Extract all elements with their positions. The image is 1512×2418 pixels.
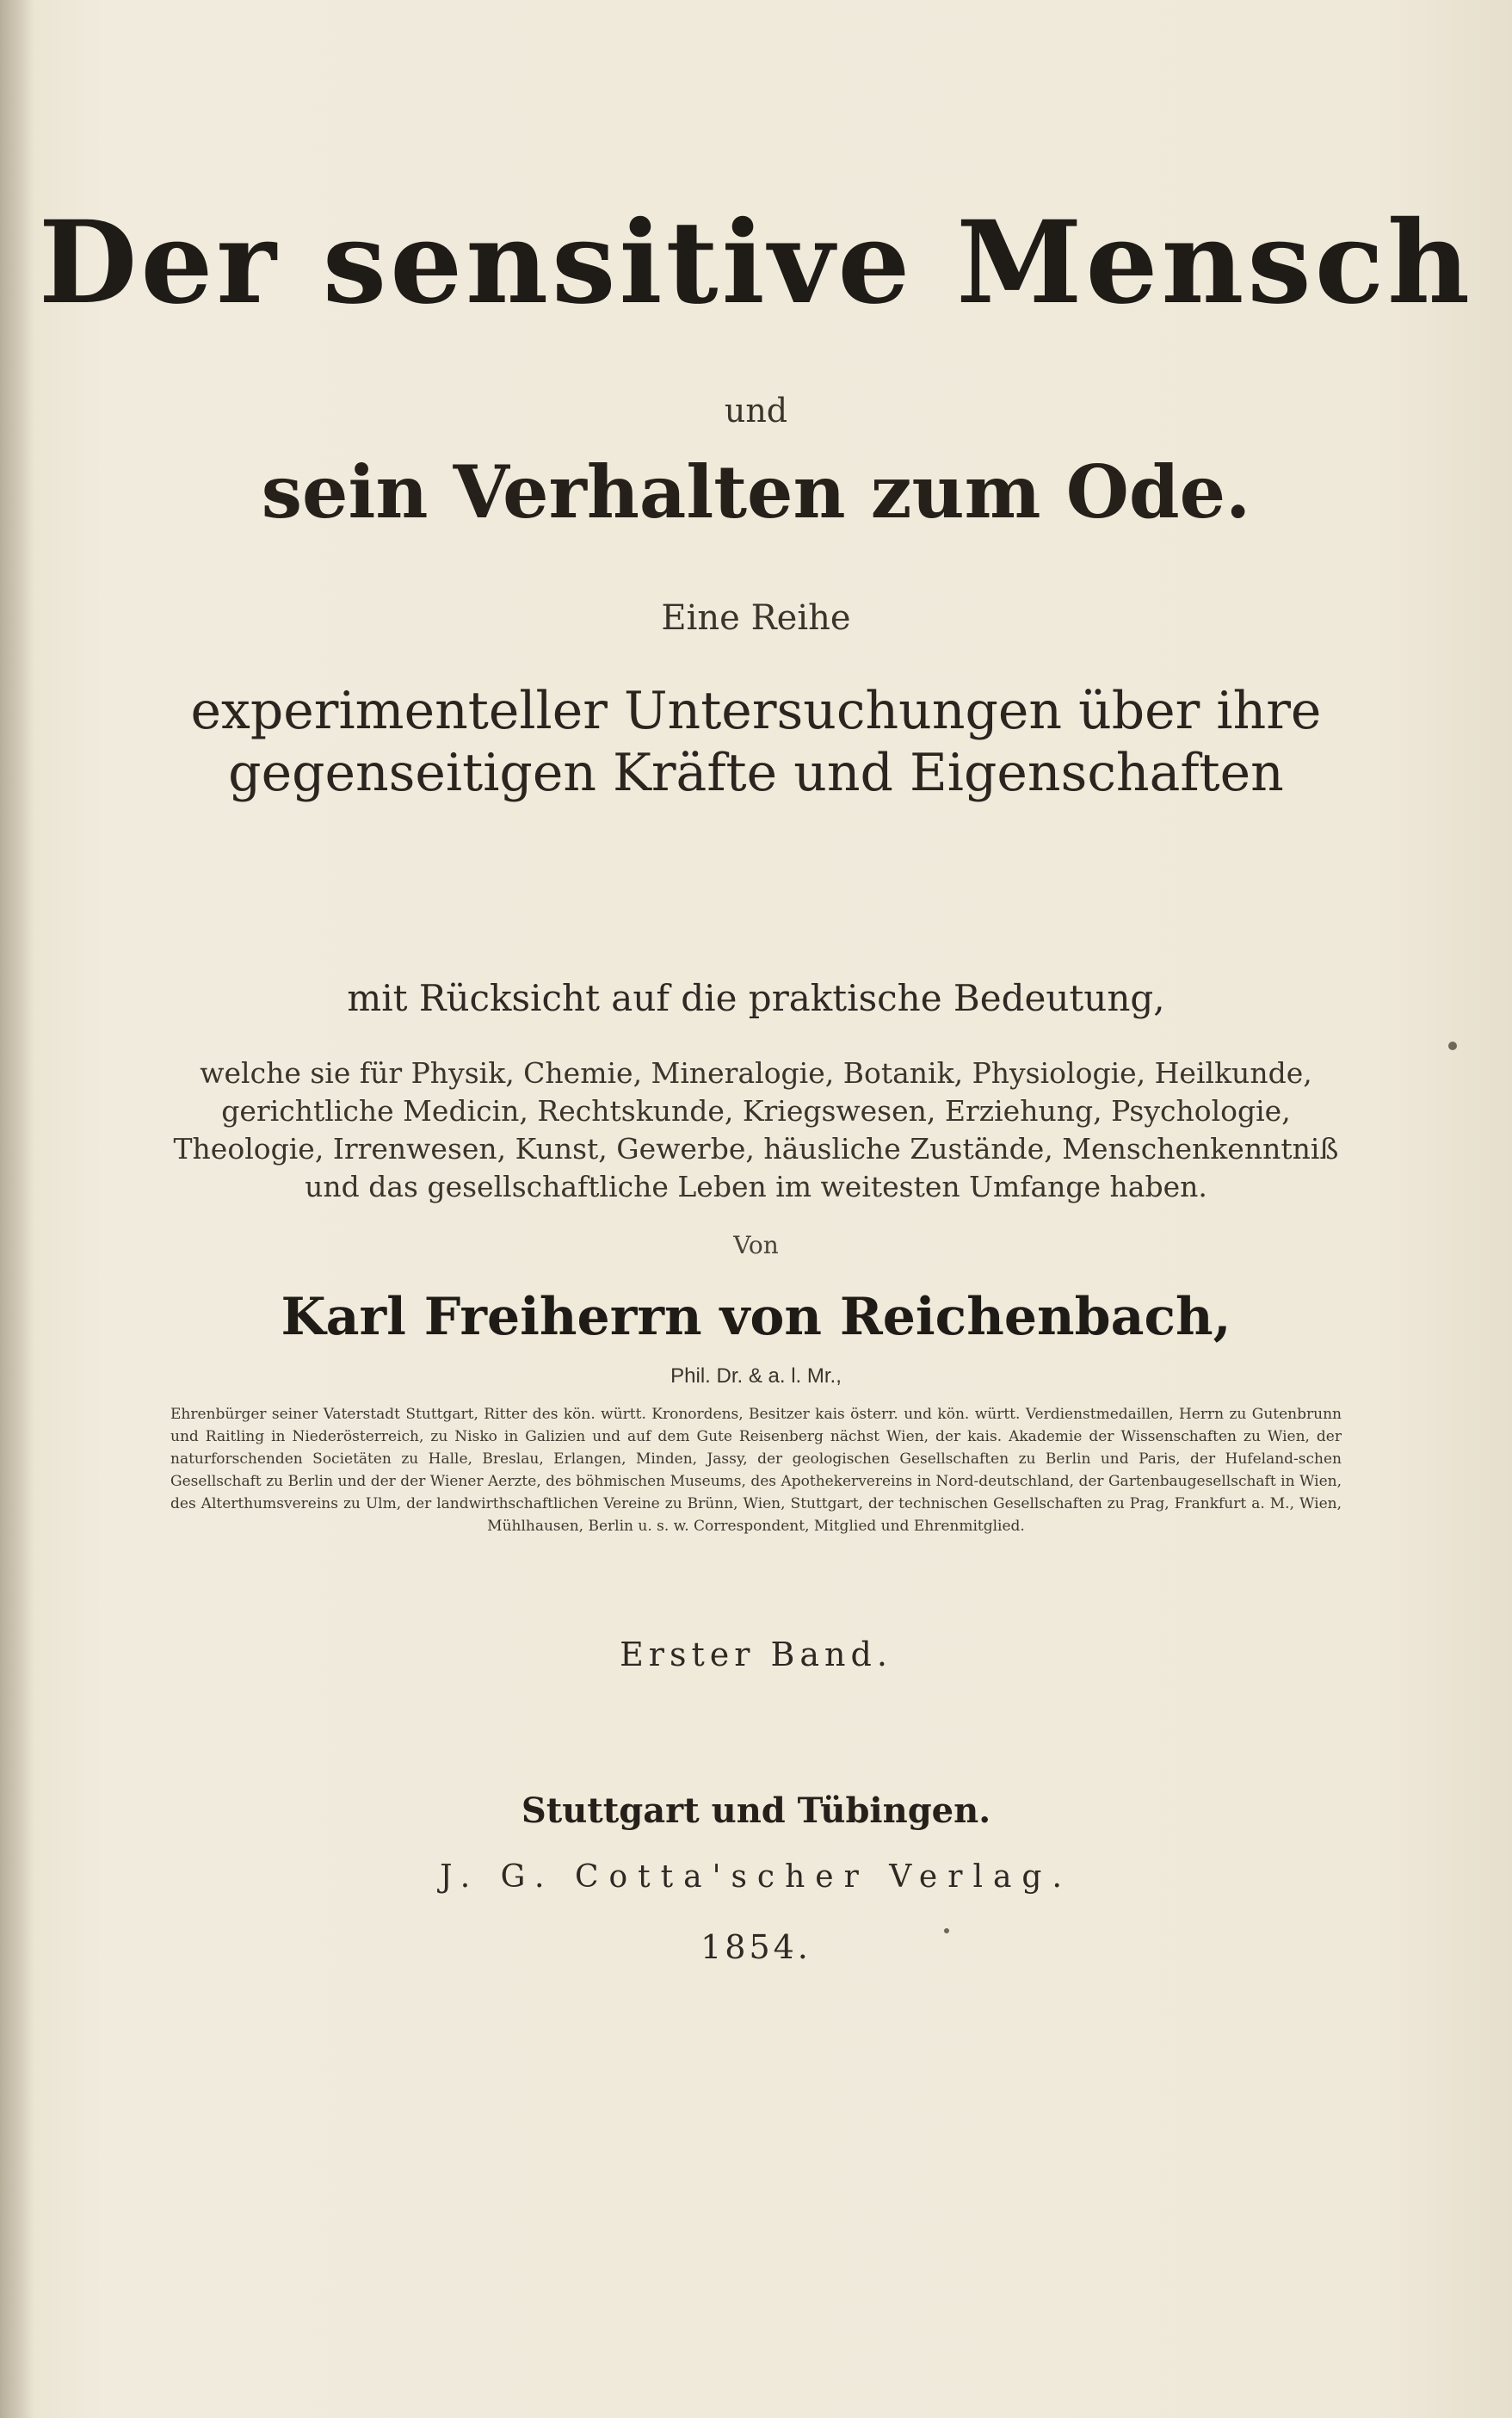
author-honors: Ehrenbürger seiner Vaterstadt Stuttgart, Ritter des kön. württ. Kronordens, Besitzer kais österr. und kön. württ. Verdienstmedaillen, Herrn zu Gutenbrunn und Raitling in Niederösterreich, zu Nisko in Galizien und auf dem Gute Reisenberg nächst Wien, der kais. Akademie der Wissenschaften zu Wien, der naturforschenden Societäten zu Halle, Breslau, Erlangen, Minden, Jassy, der geologischen Gesellschaften zu Berlin und Paris, der Hufeland-schen Gesellschaft zu Berlin und der der Wiener Aerzte, des böhmischen Museums, des Apothekervereins in Nord-deutschland, der Gartenbaugesellschaft in Wien, des Alterthumsvereins zu Ulm, der landwirthschaftlichen Vereine zu Brünn, Wien, Stuttgart, der technischen Gesellschaften zu Prag, Frankfurt a. M., Wien, Mühlhausen, Berlin u. s. w. Correspondent, Mitglied und Ehrenmitglied. — [170, 1406, 1342, 1535]
author-name: Karl Freiherrn von Reichenbach, — [281, 1287, 1231, 1347]
explanation-text: experimenteller Untersuchungen über ihre gegenseitigen Kräfte und Eigenschaften — [190, 681, 1322, 803]
ink-speck — [944, 1928, 949, 1933]
series-line: Eine Reihe — [661, 598, 851, 638]
regard-line: mit Rücksicht auf die praktische Bedeutung, — [347, 977, 1165, 1019]
page-edge-shadow — [0, 0, 34, 2418]
fields-paragraph: welche sie für Physik, Chemie, Mineralogie, Botanik, Physiologie, Heilkunde, gerichtliche Medicin, Rechtskunde, Kriegswesen, Erziehung, Psychologie, Theologie, Irrenwesen, Kunst, Gewerbe, häusliche Zustände, Menschenkenntniß und das gesellschaftliche Leben im weitesten Umfange haben. — [173, 1056, 1339, 1203]
by-line: Von — [733, 1231, 779, 1259]
publication-place: Stuttgart und Tübingen. — [521, 1790, 991, 1831]
publication-year: 1854. — [700, 1928, 812, 1966]
author-degree: Phil. Dr. & a. l. Mr., — [670, 1364, 842, 1388]
book-title: Der sensitive Mensch — [38, 196, 1474, 330]
book-subtitle: sein Verhalten zum Ode. — [261, 449, 1251, 535]
publisher: J. G. Cotta'scher Verlag. — [440, 1859, 1072, 1895]
volume-label: Erster Band. — [620, 1636, 892, 1673]
conjunction-und: und — [724, 392, 788, 430]
ink-speck — [1448, 1042, 1457, 1050]
